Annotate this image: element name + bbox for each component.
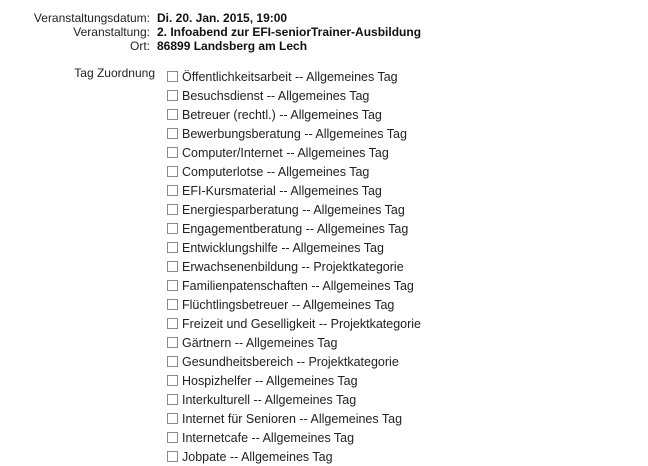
event-date-row xyxy=(0,11,648,25)
tag-checkbox[interactable] xyxy=(167,147,178,158)
event-title-value: 2. Infoabend zur EFI-seniorTrainer-Ausbildung xyxy=(157,25,422,39)
tag-checkbox[interactable] xyxy=(167,451,178,462)
tag-checkbox[interactable] xyxy=(167,90,178,101)
tag-checkbox[interactable] xyxy=(167,356,178,367)
event-place-value: 86899 Landsberg am Lech xyxy=(157,39,308,53)
tag-item[interactable] xyxy=(167,276,421,295)
tag-item[interactable] xyxy=(167,409,421,428)
tag-item[interactable] xyxy=(167,238,421,257)
tag-item-label: Interkulturell -- Allgemeines Tag xyxy=(182,392,357,407)
tag-item-label: Energiesparberatung -- Allgemeines Tag xyxy=(182,202,405,217)
tag-item-label: Besuchsdienst -- Allgemeines Tag xyxy=(182,88,370,103)
tag-item[interactable] xyxy=(167,333,421,352)
tag-item-label: Freizeit und Geselligkeit -- Projektkategorie xyxy=(182,316,421,331)
event-place-label: Ort: xyxy=(130,39,150,53)
tag-checkbox[interactable] xyxy=(167,299,178,310)
tag-item-label: Entwicklungshilfe -- Allgemeines Tag xyxy=(182,240,384,255)
tag-item[interactable] xyxy=(167,295,421,314)
tag-checkbox[interactable] xyxy=(167,242,178,253)
tag-item-label: Flüchtlingsbetreuer -- Allgemeines Tag xyxy=(182,297,395,312)
tag-item-label: Jobpate -- Allgemeines Tag xyxy=(182,449,333,464)
tag-item[interactable] xyxy=(167,181,421,200)
tag-item-label: Bewerbungsberatung -- Allgemeines Tag xyxy=(182,126,407,141)
tag-item[interactable] xyxy=(167,352,421,371)
tag-item-label: Betreuer (rechtl.) -- Allgemeines Tag xyxy=(182,107,382,122)
tag-item[interactable] xyxy=(167,390,421,409)
tag-item[interactable] xyxy=(167,124,421,143)
tag-checkbox[interactable] xyxy=(167,432,178,443)
tag-item[interactable] xyxy=(167,143,421,162)
event-date-label: Veranstaltungsdatum: xyxy=(33,11,150,25)
tag-checkbox-list xyxy=(167,67,421,466)
tag-item-label: Öffentlichkeitsarbeit -- Allgemeines Tag xyxy=(182,69,398,84)
tag-checkbox[interactable] xyxy=(167,71,178,82)
tag-item-label: Internet für Senioren -- Allgemeines Tag xyxy=(182,411,403,426)
tag-item-label: Erwachsenenbildung -- Projektkategorie xyxy=(182,259,404,274)
tag-item-label: Computerlotse -- Allgemeines Tag xyxy=(182,164,370,179)
tag-checkbox[interactable] xyxy=(167,413,178,424)
event-title-label: Veranstaltung: xyxy=(73,25,150,39)
tag-checkbox[interactable] xyxy=(167,280,178,291)
tag-item[interactable] xyxy=(167,162,421,181)
tag-item-label: Engagementberatung -- Allgemeines Tag xyxy=(182,221,409,236)
tag-item-label: Gärtnern -- Allgemeines Tag xyxy=(182,335,338,350)
tag-checkbox[interactable] xyxy=(167,318,178,329)
tag-checkbox[interactable] xyxy=(167,204,178,215)
tag-item-label: Familienpatenschaften -- Allgemeines Tag xyxy=(182,278,414,293)
tag-checkbox[interactable] xyxy=(167,261,178,272)
tag-checkbox[interactable] xyxy=(167,128,178,139)
tag-item[interactable] xyxy=(167,257,421,276)
tag-checkbox[interactable] xyxy=(167,223,178,234)
event-date-value: Di. 20. Jan. 2015, 19:00 xyxy=(157,11,288,25)
tag-item[interactable] xyxy=(167,314,421,333)
tag-item[interactable] xyxy=(167,105,421,124)
tag-item[interactable] xyxy=(167,447,421,466)
tag-item[interactable] xyxy=(167,371,421,390)
tag-checkbox[interactable] xyxy=(167,375,178,386)
tag-item[interactable] xyxy=(167,200,421,219)
tag-item[interactable] xyxy=(167,219,421,238)
tag-checkbox[interactable] xyxy=(167,185,178,196)
tag-assignment-label: Tag Zuordnung xyxy=(74,66,155,80)
tag-checkbox[interactable] xyxy=(167,109,178,120)
event-title-row xyxy=(0,25,648,39)
tag-item-label: Internetcafe -- Allgemeines Tag xyxy=(182,430,355,445)
tag-item-label: Computer/Internet -- Allgemeines Tag xyxy=(182,145,389,160)
tag-item[interactable] xyxy=(167,86,421,105)
tag-item-label: EFI-Kursmaterial -- Allgemeines Tag xyxy=(182,183,382,198)
tag-checkbox[interactable] xyxy=(167,166,178,177)
tag-checkbox[interactable] xyxy=(167,337,178,348)
event-place-row xyxy=(0,39,648,53)
event-info xyxy=(0,11,648,53)
tag-item-label: Gesundheitsbereich -- Projektkategorie xyxy=(182,354,399,369)
tag-item-label: Hospizhelfer -- Allgemeines Tag xyxy=(182,373,358,388)
tag-checkbox[interactable] xyxy=(167,394,178,405)
tag-item[interactable] xyxy=(167,428,421,447)
tag-item[interactable] xyxy=(167,67,421,86)
